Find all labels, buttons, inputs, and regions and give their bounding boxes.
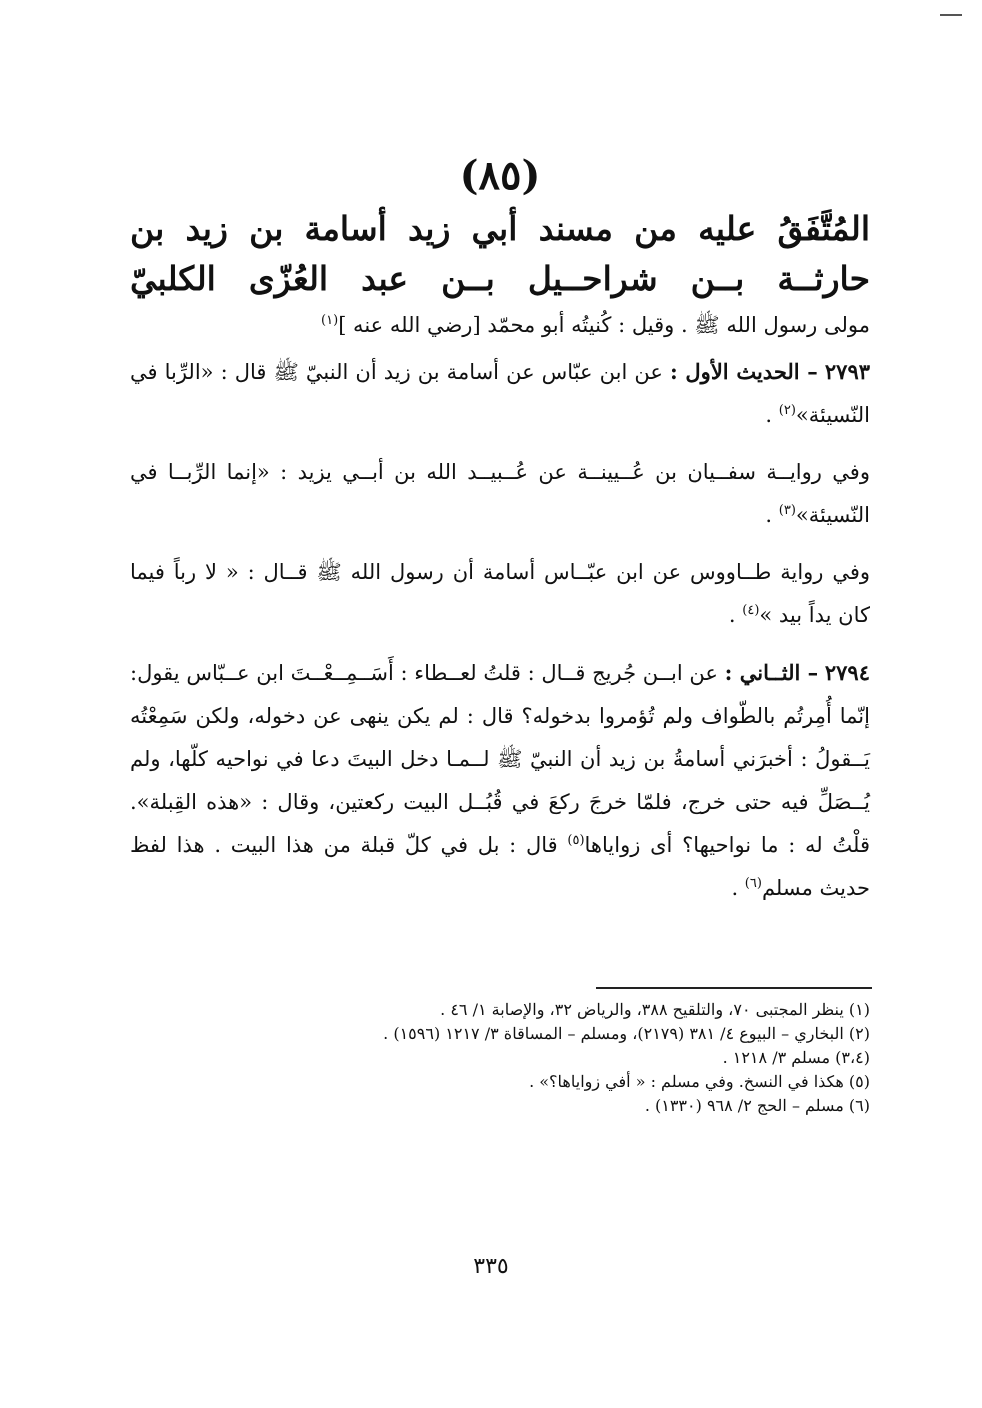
riwaya-tawus bbox=[130, 551, 870, 637]
page-number: ٣٣٥ bbox=[473, 1254, 509, 1279]
footnote-divider bbox=[596, 987, 872, 989]
riwaya-sufyan bbox=[130, 451, 870, 537]
footnote-ref: (١) bbox=[321, 313, 339, 328]
hadith-2794 bbox=[130, 651, 870, 910]
chapter-title-line-1: المُتَّفَقُ عليه من مسند أبي زيد أسامة بن زيد بن bbox=[130, 209, 870, 248]
hadith-text: عن ابن عبّاس عن أسامة بن زيد أن النبيّ ﷺ قال : «الرِّبا في النّسيئة» bbox=[130, 360, 870, 427]
footnote-ref: (٥) bbox=[567, 833, 585, 848]
subtitle-text: مولى رسول الله ﷺ . وقيل : كُنيتُه أبو محمّد [رضي الله عنه ] bbox=[338, 313, 870, 337]
hadith-2793 bbox=[130, 350, 870, 437]
footnote-5: (٥) هكذا في النسخ. وفي مسلم : « أفي زواياها؟» . bbox=[529, 1072, 870, 1091]
hadith-text-continued: قال : بل في كلّ قبلة من هذا البيت . هذا لفظ حديث مسلم bbox=[130, 833, 870, 900]
footnote-3-4: (٣،٤) مسلم ٣/ ١٢١٨ . bbox=[722, 1048, 870, 1067]
chapter-title-line-2: حارثــة بــن شراحــيل بــن عبد العُزّى الكلبيّ bbox=[130, 259, 870, 298]
footnote-2: (٢) البخاري – البيوع ٤/ ٣٨١ (٢١٧٩)، ومسلم – المساقاة ٣/ ١٢١٧ (١٥٩٦) . bbox=[383, 1024, 870, 1043]
sentence-end: . bbox=[728, 603, 743, 627]
footnote-6: (٦) مسلم – الحج ٢/ ٩٦٨ (١٣٣٠) . bbox=[644, 1096, 870, 1115]
hadith-number: ٢٧٩٣ bbox=[824, 359, 871, 384]
chapter-number: (٨٥) bbox=[459, 152, 541, 199]
hadith-text: عن ابــن جُريج قــال : قلتُ لعــطاء : أَسَــمِــعْــتَ ابن عــبّاس يقول: إنّما أُمِرتُم بالطّواف ولم تُؤمروا بدخوله؟ قال : لم يكن ينهى عن دخوله، ولكن سَمِعْتُه يَــقولُ : أخبرَني أسامةُ بن زيد أن النبيّ ﷺ لــمـا دخل البيتَ دعا في نواحيه كلّها، ولم يُــصَلِّ فيه حتى خرج، فلمّا خرجَ ركعَ في قُبُــل البيت ركعتين، وقال : «هذه القِبلة». قلْتُ له : ما نواحيها؟ أى زواياها bbox=[130, 661, 870, 857]
corner-mark bbox=[940, 14, 962, 16]
hadith-label: – الثــاني : bbox=[724, 660, 819, 685]
hadith-label: – الحديث الأول : bbox=[669, 359, 818, 384]
chapter-title bbox=[130, 204, 870, 304]
sentence-end: . bbox=[765, 403, 779, 427]
sentence-end: . bbox=[765, 503, 779, 527]
chapter-subtitle bbox=[130, 308, 870, 342]
riwaya-text: وفي روايــة سفــيان بن عُــيينــة عن عُــبيــد الله بن أبــي يزيد : «إنما الرِّبــا في النّسيئة» bbox=[130, 460, 870, 527]
hadith-number: ٢٧٩٤ bbox=[824, 660, 870, 685]
footnote-1: (١) ينظر المجتبى ٧٠، والتلقيح ٣٨٨، والرياض ٣٢، والإصابة ١/ ٤٦ . bbox=[440, 1000, 870, 1019]
footnote-ref: (٣) bbox=[778, 503, 796, 518]
footnotes bbox=[300, 998, 870, 1118]
sentence-end: . bbox=[731, 876, 745, 900]
main-text bbox=[130, 150, 870, 924]
footnote-ref: (٤) bbox=[742, 603, 760, 618]
footnote-ref: (٦) bbox=[744, 876, 762, 891]
riwaya-text: وفي رواية طــاووس عن ابن عبّــاس أسامة أن رسول الله ﷺ قــال : « لا رباً فيما كان يداً بيد » bbox=[130, 560, 870, 627]
footnote-ref: (٢) bbox=[778, 403, 796, 418]
